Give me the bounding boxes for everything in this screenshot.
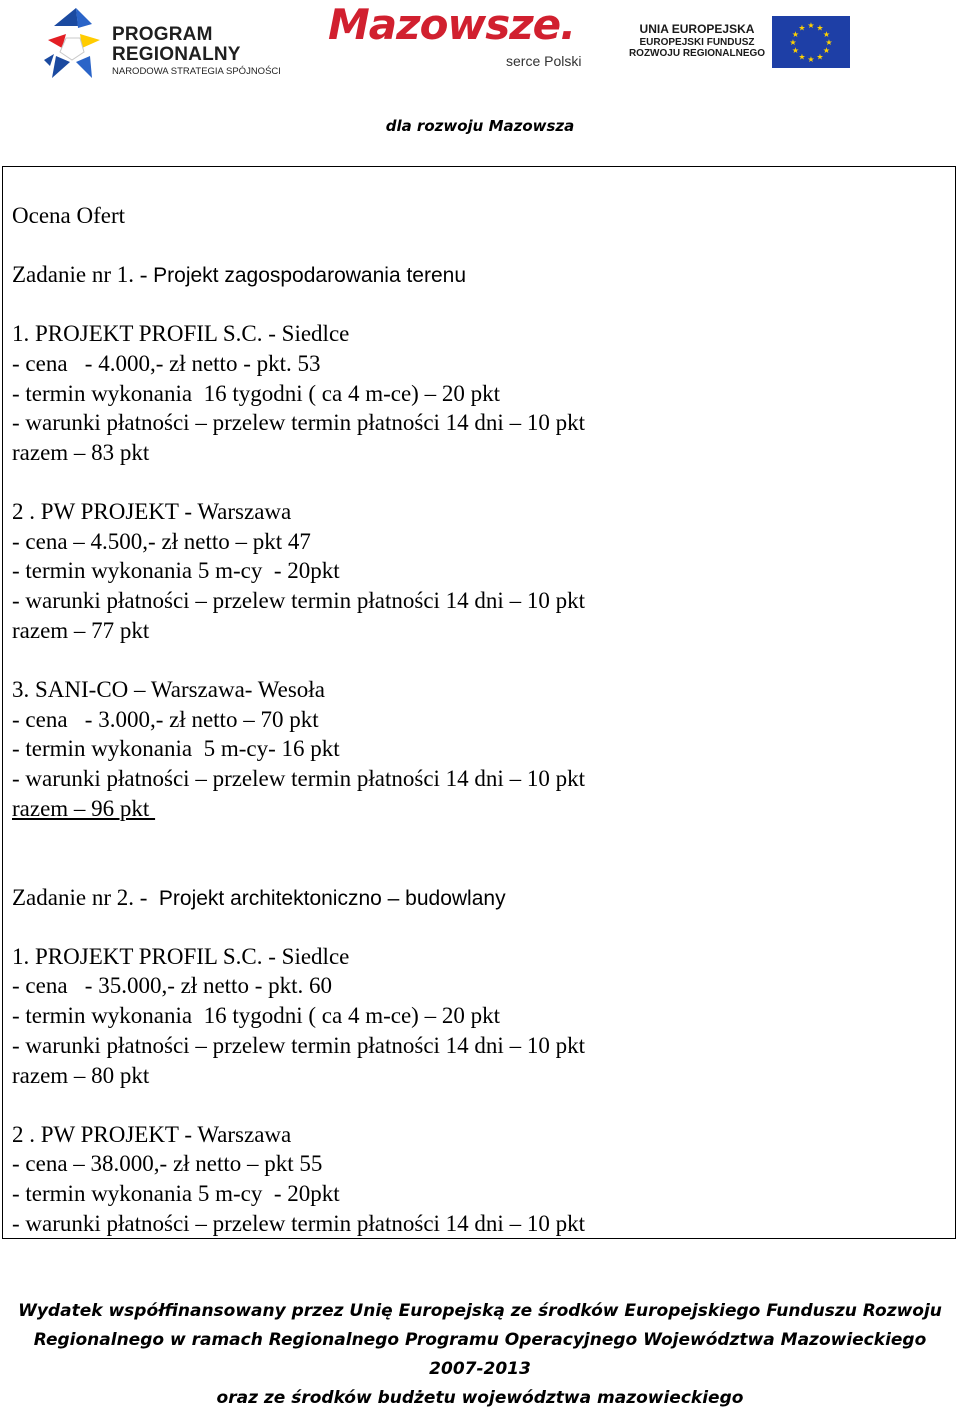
task2-heading bbox=[12, 885, 506, 912]
funding-footer bbox=[0, 1297, 960, 1413]
ue-logo bbox=[628, 14, 850, 68]
task1-offer3-total-text: razem – 96 pkt bbox=[12, 796, 156, 821]
mazowsze-logo bbox=[328, 0, 590, 72]
task1-offer3-price: - cena - 3.000,- zł netto – 70 pkt bbox=[12, 707, 319, 732]
task1-offer1-name: 1. PROJEKT PROFIL S.C. - Siedlce bbox=[12, 321, 350, 346]
task2-offer1-price: - cena - 35.000,- zł netto - pkt. 60 bbox=[12, 973, 332, 998]
program-regionalny-logo bbox=[42, 4, 292, 80]
task1-heading-prefix: Zadanie nr 1. - bbox=[12, 262, 154, 287]
svg-text:★: ★ bbox=[789, 38, 797, 47]
task1-offer1-term: - termin wykonania 16 tygodni ( ca 4 m-ce) – 20 pkt bbox=[12, 381, 500, 406]
task1-offer2-total: razem – 77 pkt bbox=[12, 618, 150, 643]
task2-offer1-name: 1. PROJEKT PROFIL S.C. - Siedlce bbox=[12, 944, 350, 969]
svg-text:★: ★ bbox=[825, 38, 833, 47]
ue-logo-line1: UNIA EUROPEJSKA bbox=[639, 22, 755, 36]
task1-offer3-total bbox=[12, 796, 155, 822]
task1-offer3-payment: - warunki płatności – przelew termin płatności 14 dni – 10 pkt bbox=[12, 766, 585, 791]
mazowsze-logo-title: Mazowsze. bbox=[328, 0, 576, 49]
task1-offer3-term: - termin wykonania 5 m-cy- 16 pkt bbox=[12, 736, 340, 761]
mazowsze-logo-subtitle: serce Polski bbox=[506, 53, 582, 69]
task1-offer3-name: 3. SANI-CO – Warszawa- Wesoła bbox=[12, 677, 325, 702]
program-logo-line2: REGIONALNY bbox=[112, 44, 241, 65]
ue-logo-line3: ROZWOJU REGIONALNEGO bbox=[628, 48, 766, 59]
footer-line1: Wydatek współfinansowany przez Unię Europejską ze środków Europejskiego Funduszu Rozwoju bbox=[18, 1301, 942, 1321]
task2-offer2-name: 2 . PW PROJEKT - Warszawa bbox=[12, 1122, 292, 1147]
task2-offer2-payment: - warunki płatności – przelew termin płatności 14 dni – 10 pkt bbox=[12, 1211, 585, 1236]
svg-text:★: ★ bbox=[816, 52, 824, 62]
ue-logo-line2: EUROPEJSKI FUNDUSZ bbox=[639, 37, 755, 48]
eu-flag-icon bbox=[772, 16, 850, 68]
task2-offer1-total: razem – 80 pkt bbox=[12, 1063, 150, 1088]
task1-offer2-term: - termin wykonania 5 m-cy - 20pkt bbox=[12, 558, 340, 583]
footer-line3: 2007-2013 bbox=[429, 1359, 531, 1379]
svg-text:★: ★ bbox=[816, 23, 824, 33]
tagline: dla rozwoju Mazowsza bbox=[385, 117, 575, 135]
svg-text:★: ★ bbox=[791, 46, 800, 55]
svg-text:★: ★ bbox=[822, 30, 831, 39]
svg-text:★: ★ bbox=[807, 55, 815, 64]
task2-offer2-term: - termin wykonania 5 m-cy - 20pkt bbox=[12, 1181, 340, 1206]
task1-heading-name: Projekt zagospodarowania terenu bbox=[153, 264, 467, 287]
svg-text:★: ★ bbox=[791, 30, 800, 39]
task1-heading bbox=[12, 262, 466, 289]
task2-heading-name: Projekt architektoniczno – budowlany bbox=[158, 887, 506, 910]
task1-offer1-total: razem – 83 pkt bbox=[12, 440, 150, 465]
document-title: Ocena Ofert bbox=[12, 203, 126, 228]
task2-offer1-term: - termin wykonania 16 tygodni ( ca 4 m-ce) – 20 pkt bbox=[12, 1003, 500, 1028]
svg-text:★: ★ bbox=[798, 52, 806, 62]
document-box bbox=[2, 166, 956, 1239]
task2-offer2-price: - cena – 38.000,- zł netto – pkt 55 bbox=[12, 1151, 323, 1176]
task1-offer1-price: - cena - 4.000,- zł netto - pkt. 53 bbox=[12, 351, 321, 376]
task2-heading-prefix: Zadanie nr 2. - bbox=[12, 885, 159, 910]
program-logo-line1: PROGRAM bbox=[112, 24, 213, 45]
task1-offer2-name: 2 . PW PROJEKT - Warszawa bbox=[12, 499, 292, 524]
svg-text:★: ★ bbox=[807, 21, 815, 30]
program-logo-line3: NARODOWA STRATEGIA SPÓJNOŚCI bbox=[112, 66, 281, 77]
svg-text:★: ★ bbox=[798, 23, 806, 33]
task1-offer2-payment: - warunki płatności – przelew termin płatności 14 dni – 10 pkt bbox=[12, 588, 585, 613]
task1-offer2-price: - cena – 4.500,- zł netto – pkt 47 bbox=[12, 529, 311, 554]
footer-line4: oraz ze środków budżetu województwa mazowieckiego bbox=[216, 1388, 744, 1408]
footer-line2: Regionalnego w ramach Regionalnego Programu Operacyjnego Województwa Mazowieckiego bbox=[33, 1330, 927, 1350]
task2-offer1-payment: - warunki płatności – przelew termin płatności 14 dni – 10 pkt bbox=[12, 1033, 585, 1058]
task1-offer1-payment: - warunki płatności – przelew termin płatności 14 dni – 10 pkt bbox=[12, 410, 585, 435]
svg-text:★: ★ bbox=[822, 46, 831, 55]
star-arrows-icon bbox=[42, 4, 106, 80]
